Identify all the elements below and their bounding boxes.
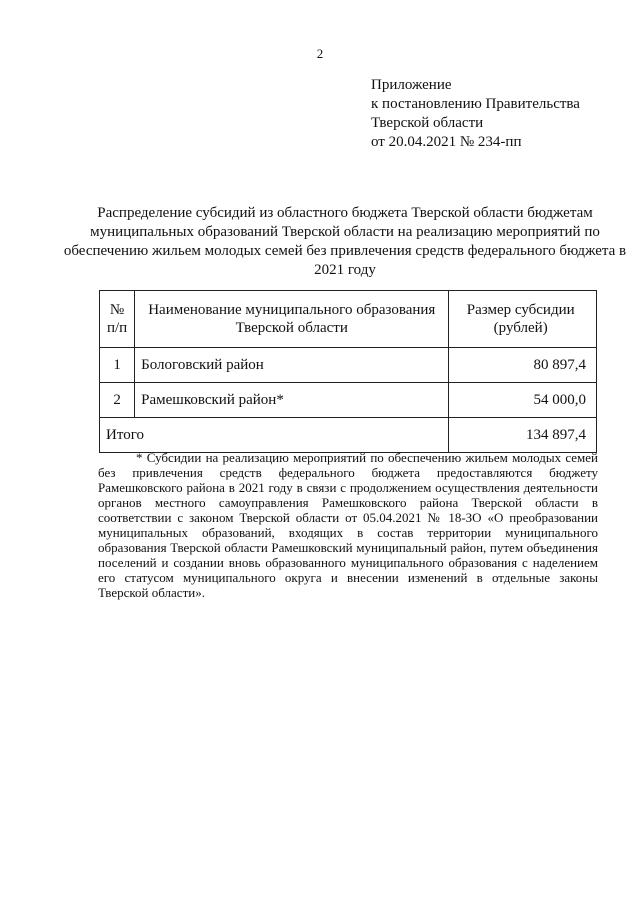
appendix-line: Тверской области [371, 115, 484, 131]
total-sum: 134 897,4 [449, 418, 597, 453]
header-name-line: Наименование муниципального образования [148, 302, 436, 318]
header-number-line: № [109, 302, 125, 318]
header-number-line: п/п [106, 320, 128, 336]
row-number: 2 [100, 383, 135, 418]
table-row [100, 383, 597, 418]
appendix-block [371, 76, 580, 152]
footnote [98, 450, 598, 600]
header-number [100, 291, 135, 348]
appendix-line: от 20.04.2021 № 234-пп [371, 134, 522, 150]
row-name: Бологовский район [135, 348, 449, 383]
total-label: Итого [100, 418, 449, 453]
subsidy-table [99, 290, 597, 453]
header-sum-line: Размер субсидии [466, 302, 575, 318]
header-sum [449, 291, 597, 348]
table-row [100, 348, 597, 383]
row-sum: 80 897,4 [449, 348, 597, 383]
appendix-line: Приложение [371, 77, 452, 93]
page-number: 2 [316, 46, 324, 61]
row-number: 1 [100, 348, 135, 383]
row-sum: 54 000,0 [449, 383, 597, 418]
row-name: Рамешковский район* [135, 383, 449, 418]
document-title: Распределение субсидий из областного бюджета Тверской области бюджетам муниципальных образований Тверской области на реализацию мероприятий по обеспечению жильем молодых семей без привлечения средств федерального бюджета в 2021 году [63, 205, 627, 278]
header-sum-line: (рублей) [493, 320, 548, 336]
table-total-row [100, 418, 597, 453]
table-header-row [100, 291, 597, 348]
footnote-text: * Субсидии на реализацию мероприятий по обеспечению жильем молодых семей без привлечения средств федерального бюджета предоставляются бюджету Рамешковского района в 2021 году в связи с продолжением осуществления деятельности органов местного самоуправления Рамешковского района Тверской области в соответствии с законом Тверской области от 05.04.2021 № 18-ЗО «О преобразовании муниципальных образований, входящих в состав территории муниципального образования Тверской области Рамешковский муниципальный район, путем объединения поселений и создании вновь образованного муниципального образования с наделением его статусом муниципального округа и внесении изменений в отдельные законы Тверской области». [98, 450, 598, 600]
header-name-line: Тверской области [235, 320, 348, 336]
appendix-line: к постановлению Правительства [371, 96, 580, 112]
header-name [135, 291, 449, 348]
